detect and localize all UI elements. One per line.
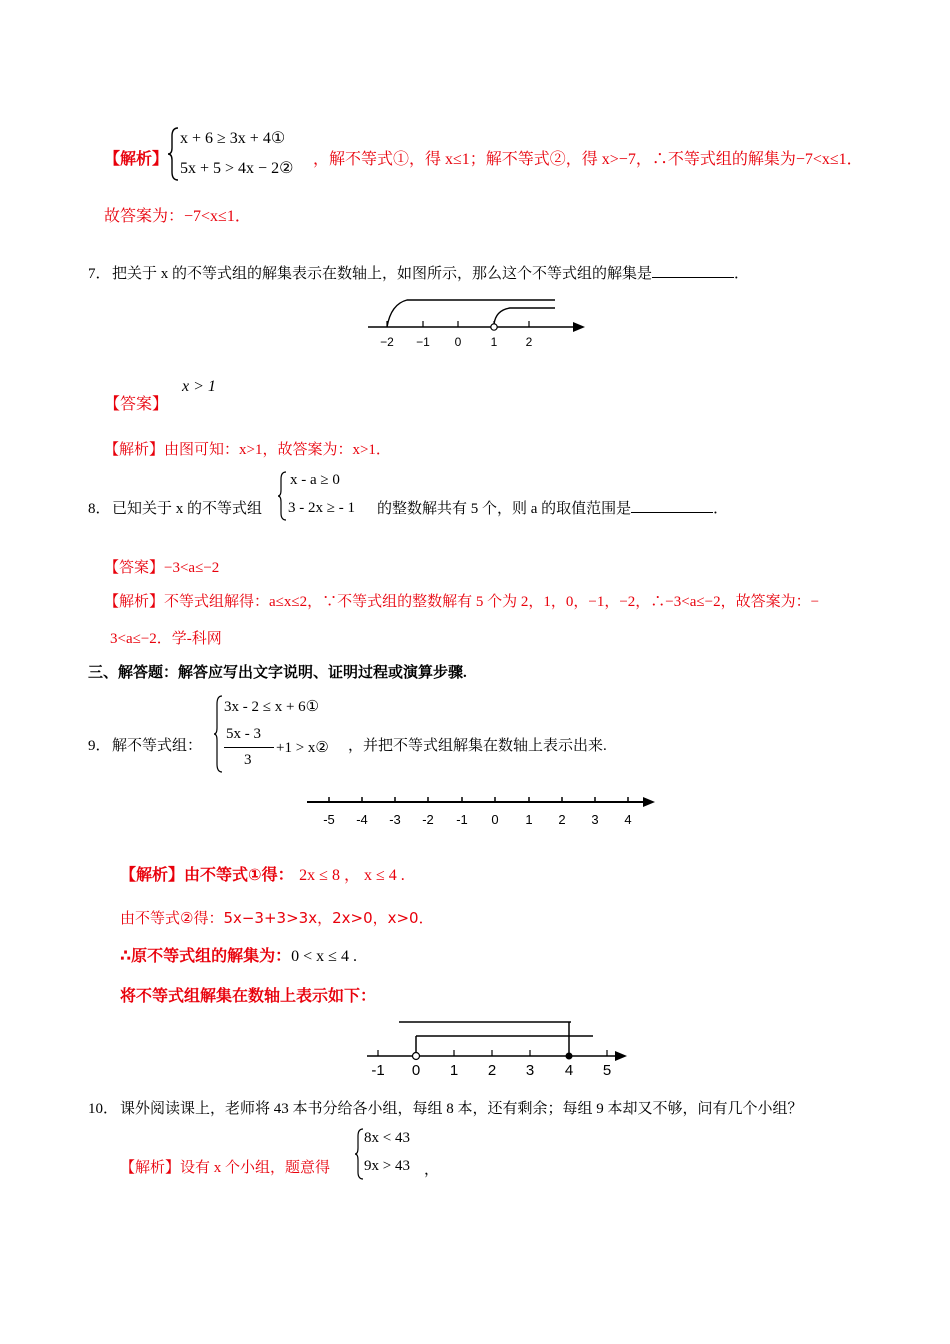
q9-analysis-step-4: 将不等式组解集在数轴上表示如下： — [120, 986, 377, 1005]
q9-solution-tick-label: 0 — [411, 1062, 421, 1078]
q9-fraction-bar — [224, 747, 274, 748]
q9-tick-label: 1 — [525, 812, 533, 827]
q7-analysis — [104, 438, 391, 459]
q8-answer-tag: 【答案】 — [104, 560, 165, 576]
q6-analysis-text: ，解不等式①，得 x≤1；解不等式②，得 x>−7，∴不等式组的解集为−7<x≤1． — [313, 151, 863, 168]
q9-equation-2-denominator: 3 — [244, 752, 252, 768]
q8-analysis-tag: 【解析】 — [104, 594, 165, 610]
q7-answer-blank — [652, 263, 734, 278]
q7-question — [112, 262, 749, 283]
q9-tick-label: -2 — [422, 812, 434, 827]
q10-equation-1: 8x < 43 — [364, 1130, 410, 1146]
q7-tick-label: −2 — [380, 335, 394, 349]
q9-system-brace — [214, 694, 224, 774]
q9-tick-label: -1 — [456, 812, 468, 827]
q7-analysis-tag: 【解析】 — [104, 442, 165, 458]
q8-question-end: ． — [713, 501, 729, 517]
q9-solution-tick-label: 2 — [487, 1062, 497, 1078]
q9-solution-tick-label: 1 — [449, 1062, 459, 1078]
q6-equation-1: x + 6 ≥ 3x + 4① — [180, 130, 286, 147]
q9-equation-2-rest: +1 > x② — [276, 740, 329, 756]
q9-solution-number-line — [365, 1016, 630, 1078]
q7-number-line — [365, 296, 590, 352]
q9-tick-label: 4 — [624, 812, 632, 827]
q9-tick-label: 0 — [491, 812, 499, 827]
q7-tick-label: −1 — [416, 335, 430, 349]
q7-tick-label: 2 — [525, 335, 533, 349]
q8-answer — [104, 556, 219, 577]
q9-step-1-text: 由不等式①得： — [184, 865, 294, 884]
q9-solution-tick-label: 4 — [564, 1062, 574, 1078]
q7-tick-label: 1 — [490, 335, 498, 349]
q7-question-text: 把关于 x 的不等式组的解集表示在数轴上，如图所示，那么这个不等式组的解集是 — [112, 266, 653, 282]
q9-tick-label: 3 — [591, 812, 599, 827]
q8-analysis-line-2: 3<a≤−2．学-科网 — [110, 631, 222, 647]
q6-equation-2: 5x + 5 > 4x − 2② — [180, 160, 294, 177]
q7-tick-label: 0 — [454, 335, 462, 349]
q6-analysis-tag: 【解析】 — [104, 151, 169, 168]
q9-equation-1: 3x - 2 ≤ x + 6① — [224, 699, 320, 715]
q9-step-3-math: 0 < x ≤ 4 . — [291, 948, 357, 965]
q9-number: 9． — [88, 738, 111, 754]
q10-comma: ， — [424, 1162, 440, 1178]
q9-label: 解不等式组： — [112, 738, 203, 754]
q8-answer-text: −3<a≤−2 — [164, 560, 220, 576]
q8-question-after — [377, 497, 728, 518]
q10-number: 10． — [88, 1101, 119, 1117]
q8-number: 8． — [88, 501, 111, 517]
q9-tick-label: -4 — [356, 812, 368, 827]
q9-tick-label: -3 — [389, 812, 401, 827]
q9-solution-tick-label: 3 — [525, 1062, 535, 1078]
q10-analysis-tag: 【解析】 — [120, 1160, 181, 1176]
q8-equation-2: 3 - 2x ≥ - 1 — [288, 500, 355, 516]
q8-system-brace — [278, 470, 288, 522]
q9-analysis-step-1 — [120, 862, 405, 885]
q10-analysis-text: 设有 x 个小组，题意得 — [180, 1160, 331, 1176]
q9-blank-number-line — [305, 790, 657, 830]
q7-number: 7． — [88, 266, 111, 282]
q9-analysis-step-3 — [120, 943, 357, 966]
q8-answer-blank — [631, 498, 713, 513]
q9-step-3-text: ∴原不等式组的解集为： — [120, 946, 292, 965]
q9-tick-label: -5 — [323, 812, 335, 827]
q10-question: 课外阅读课上，老师将 43 本书分给各小组，每组 8 本，还有剩余；每组 9 本却又不够，问有几个小组？ — [120, 1101, 803, 1117]
q9-solution-tick-label: 5 — [602, 1062, 612, 1078]
q6-system-brace — [168, 126, 180, 182]
q8-equation-1: x - a ≥ 0 — [290, 472, 340, 488]
q6-answer: 故答案为：−7<x≤1． — [104, 208, 251, 225]
q8-analysis-text-1: 不等式组解得：a≤x≤2，∵不等式组的整数解有 5 个为 2，1，0，−1，−2，∴−3<a≤−2，故答案为：− — [164, 594, 820, 610]
q9-question-after: ，并把不等式组解集在数轴上表示出来. — [348, 738, 607, 754]
q9-analysis-tag: 【解析】 — [120, 865, 185, 884]
q7-answer: x > 1 — [182, 378, 216, 395]
q7-answer-tag: 【答案】 — [104, 396, 169, 413]
q10-equation-2: 9x > 43 — [364, 1158, 410, 1174]
q10-analysis — [120, 1156, 330, 1177]
q8-question-text: 的整数解共有 5 个，则 a 的取值范围是 — [377, 501, 632, 517]
q9-solution-tick-label: -1 — [371, 1062, 385, 1078]
q9-tick-label: 2 — [558, 812, 566, 827]
q9-analysis-step-2: 由不等式②得：5x−3+3>3x，2x>0，x>0． — [120, 909, 434, 927]
q7-question-end: ． — [734, 266, 750, 282]
q9-equation-2-numerator: 5x - 3 — [226, 726, 261, 742]
q9-step-1-math: 2x ≤ 8 ， x ≤ 4 . — [299, 867, 405, 884]
q8-question-before: 已知关于 x 的不等式组 — [112, 501, 263, 517]
section-3-title: 三、解答题：解答应写出文字说明、证明过程或演算步骤. — [88, 665, 467, 681]
q8-analysis-line-1 — [104, 590, 819, 611]
q7-analysis-text: 由图可知：x>1，故答案为：x>1． — [164, 442, 391, 458]
